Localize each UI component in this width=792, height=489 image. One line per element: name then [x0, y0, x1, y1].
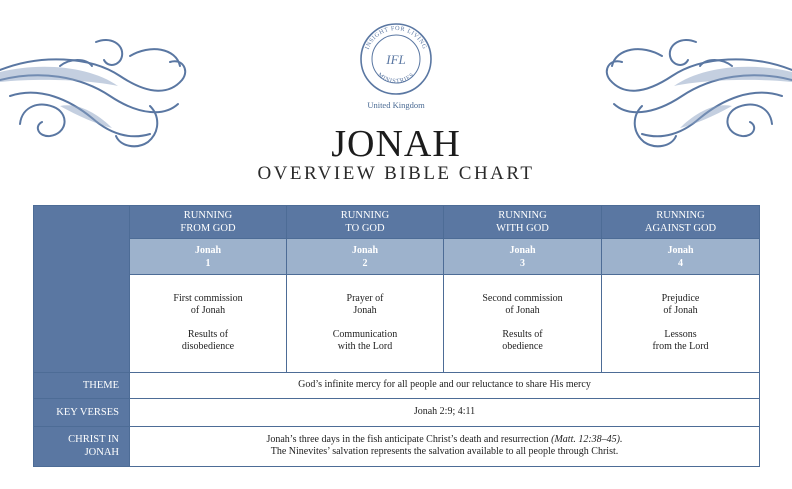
chapter-cell-2: Jonah 2 [287, 239, 444, 275]
scripture-reference: (Matt. 12:38–45). [551, 434, 623, 446]
theme-label: THEME [34, 372, 130, 398]
key-verses-label: KEY VERSES [34, 398, 130, 426]
svg-text:MINISTRIES: MINISTRIES [376, 71, 416, 85]
ministry-seal-logo [359, 22, 433, 96]
chapter-cell-1: Jonah 1 [130, 239, 287, 275]
christ-in-jonah-label: CHRIST IN JONAH [34, 426, 130, 466]
christ-in-jonah-text: Jonah’s three days in the fish anticipate Christ’s death and resurrection (Matt. 12:38–45). The Ninevites’ salvation represents the salvation available to all people through Christ. [130, 426, 760, 466]
section-heading-1: RUNNING FROM GOD [130, 206, 287, 239]
section-content-3: Second commission of Jonah Results of obedience [444, 275, 602, 372]
svg-text:IFL: IFL [386, 52, 406, 67]
section-heading-3: RUNNING WITH GOD [444, 206, 602, 239]
chart-corner-cell [34, 206, 130, 373]
region-label: United Kingdom [367, 100, 425, 110]
section-heading-4: RUNNING AGAINST GOD [602, 206, 760, 239]
section-content-4: Prejudice of Jonah Lessons from the Lord [602, 275, 760, 372]
svg-text:INSIGHT FOR LIVING: INSIGHT FOR LIVING [363, 24, 429, 51]
theme-text: God’s infinite mercy for all people and our reluctance to share His mercy [130, 372, 760, 398]
overview-chart-table [33, 205, 760, 467]
section-content-2: Prayer of Jonah Communication with the Lord [287, 275, 444, 372]
section-content-1: First commission of Jonah Results of disobedience [130, 275, 287, 372]
section-heading-2: RUNNING TO GOD [287, 206, 444, 239]
key-verses-text: Jonah 2:9; 4:11 [130, 398, 760, 426]
chapter-cell-4: Jonah 4 [602, 239, 760, 275]
page-title: JONAH [331, 123, 461, 165]
page-subtitle: OVERVIEW BIBLE CHART [257, 163, 535, 184]
chapter-cell-3: Jonah 3 [444, 239, 602, 275]
